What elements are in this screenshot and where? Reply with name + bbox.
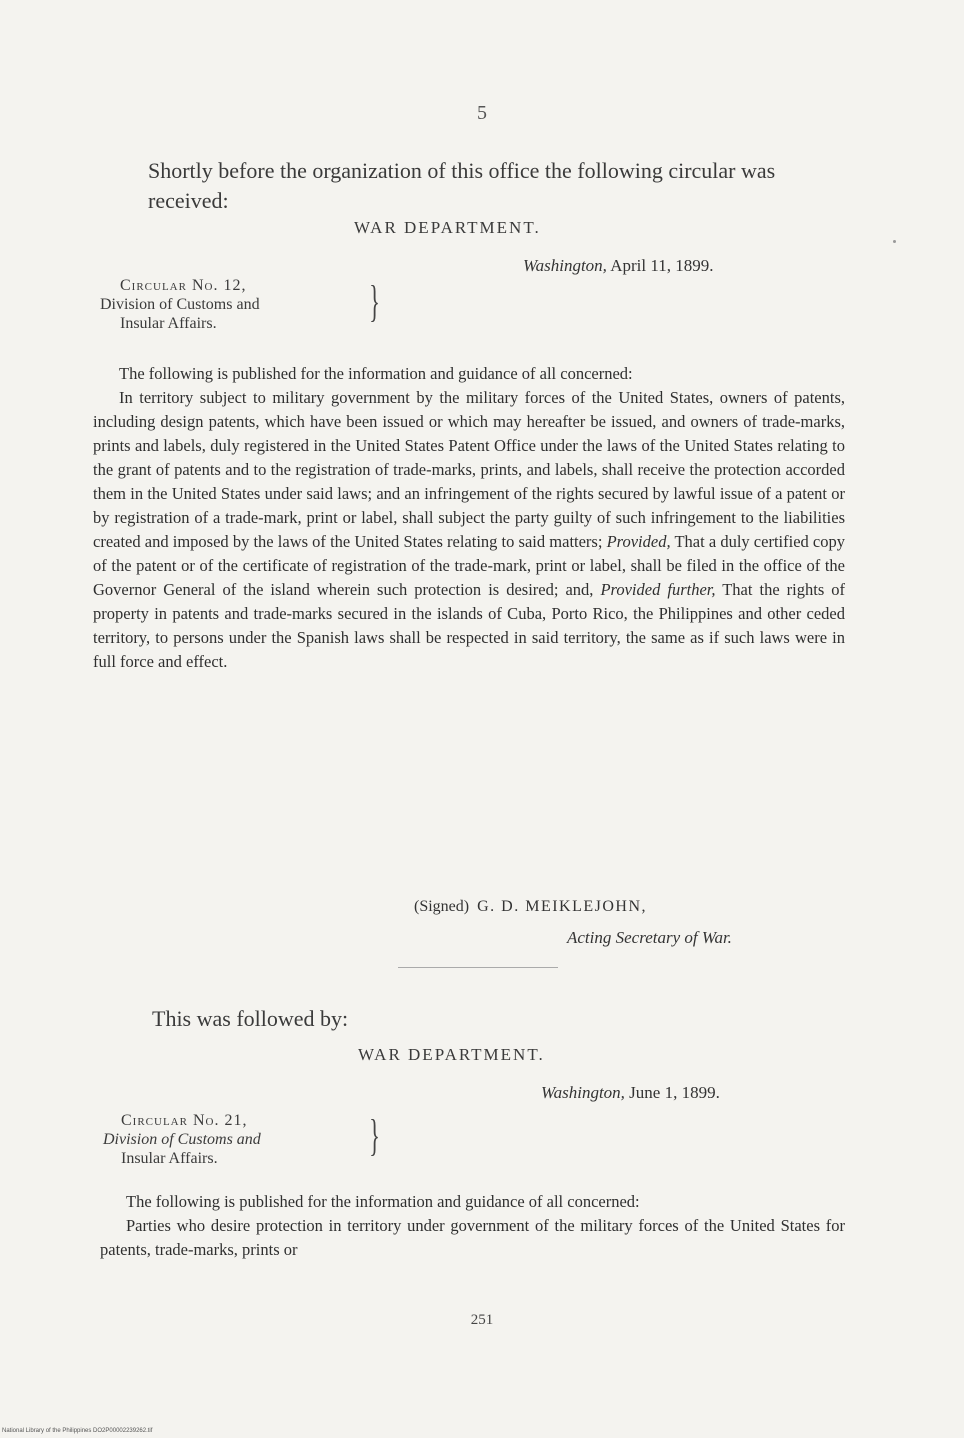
circular2-label — [103, 1111, 393, 1168]
circular2-body — [100, 1190, 845, 1262]
circular1-body — [93, 362, 845, 674]
circular2-date: June 1, 1899. — [624, 1083, 720, 1102]
page-number: 5 — [477, 102, 487, 124]
circular2-label-line1: Circular No. 21, — [121, 1112, 248, 1129]
speck-mark — [893, 240, 896, 243]
signed-label: (Signed) — [414, 898, 470, 915]
circular1-dateline — [523, 256, 714, 276]
circular2-paragraph1: The following is published for the information and guidance of all concerned: — [126, 1192, 640, 1211]
intro-text: Shortly before the organization of this office the following circular was received: — [148, 158, 776, 213]
followed-by-text: This was followed by: — [152, 1006, 349, 1031]
circular1-paragraph1: The following is published for the information and guidance of all concerned: — [119, 364, 633, 383]
circular1-date: April 11, 1899. — [606, 256, 714, 275]
signer-name: G. D. MEIKLEJOHN, — [477, 898, 648, 915]
circular1-label-line3: Insular Affairs. — [120, 315, 217, 332]
circular1-paragraph2 — [93, 386, 845, 674]
circular1-label-line1: Circular No. 12, — [120, 277, 247, 294]
provided-term: Provided, — [606, 532, 671, 551]
section-divider — [398, 967, 558, 968]
footer-caption: National Library of the Philippines DO2P00002239262.tif — [2, 1428, 153, 1434]
signature-line — [414, 898, 647, 916]
signer-title: Acting Secretary of War. — [567, 928, 732, 947]
circular2-place: Washington, — [541, 1083, 625, 1102]
brace-symbol-2: } — [369, 1111, 380, 1160]
circular2-dateline — [541, 1083, 720, 1103]
bottom-page-number: 251 — [470, 1312, 494, 1328]
circular1-paragraph2-text: In territory subject to military government by the military forces of the United States, owners of patents, including design patents, which have been issued or which may hereafter be issued, and owners of trade-marks, prints and labels, duly registered in the United States Patent Office under the laws of the United States relating to the grant of patents and to the registration of trade-marks, prints, and labels, shall receive the protection accorded them in the United States under said laws; and an infringement of the rights secured by lawful issue of a patent or by registration of a trade-mark, print or label, shall subject the party guilty of such infringement to the liabilities created and imposed by the laws of the United States relating to said matters; — [93, 388, 845, 551]
circular2-paragraph2: Parties who desire protection in territory under government of the military forces of the United States for patents, trade-marks, prints or — [100, 1216, 845, 1259]
circular1-paragraph2b: That a duly certified copy of the patent or of the certificate of registration of the trade-mark, print or label, shall be filed in the office of the Governor General of the island wherein such protection is desired; and, — [93, 532, 845, 599]
circular2-label-line2: Division of Customs and — [103, 1131, 261, 1148]
circular1-label-line2: Division of Customs and — [100, 296, 260, 313]
provided-further-term: Provided further, — [600, 580, 716, 599]
brace-symbol: } — [369, 277, 380, 326]
circular1-label — [100, 276, 390, 333]
circular2-label-line3: Insular Affairs. — [121, 1150, 218, 1167]
circular1-paragraph2c: That the rights of property in patents and trade-marks secured in the islands of Cuba, Porto Rico, the Philippines and other ceded territory, to persons under the Spanish laws shall be respected in said territory, the same as if such laws were in full force and effect. — [93, 580, 846, 671]
circular2-heading: WAR DEPARTMENT. — [358, 1045, 545, 1064]
circular1-heading: WAR DEPARTMENT. — [354, 218, 541, 237]
circular1-place: Washington, — [523, 256, 607, 275]
